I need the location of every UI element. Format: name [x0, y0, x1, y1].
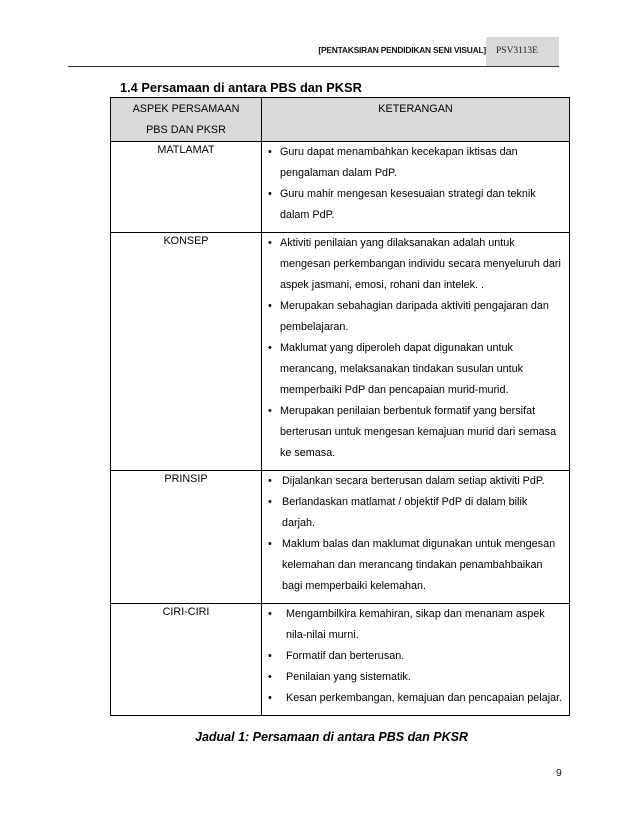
- column-header-aspect-line1: ASPEK PERSAMAAN: [132, 103, 240, 115]
- bullet-item: • Merupakan sebahagian daripada aktiviti pengajaran dan pembelajaran.: [268, 296, 563, 338]
- bullet-item: • Formatif dan berterusan.: [268, 646, 563, 667]
- section-heading: 1.4 Persamaan di antara PBS dan PKSR: [120, 80, 362, 95]
- bullet-item: • Maklumat yang diperoleh dapat digunakan untuk merancang, melaksanakan tindakan susulan untuk memperbaiki PdP dan pencapaian murid-murid.: [268, 338, 563, 401]
- bullet-item: • Guru mahir mengesan kesesuaian strategi dan teknik dalam PdP.: [268, 184, 563, 226]
- bullet-item: • Mengambilkira kemahiran, sikap dan menanam aspek nila-nilai murni.: [268, 604, 563, 646]
- comparison-table: [110, 97, 570, 716]
- bullet-item: • Guru dapat menambahkan kecekapan iktisas dan pengalaman dalam PdP.: [268, 142, 563, 184]
- column-header-aspect-line2: PBS DAN PKSR: [146, 124, 226, 136]
- course-code-box: [486, 37, 559, 66]
- bullet-item: • Maklum balas dan maklumat digunakan untuk mengesan kelemahan dan merancang tindakan penambahbaikan bagi memperbaiki kelemahan.: [268, 534, 563, 597]
- table-row-prinsip: [111, 471, 570, 604]
- bullet-item: • Dijalankan secara berterusan dalam setiap aktiviti PdP.: [268, 471, 563, 492]
- description-cell: [262, 233, 570, 471]
- header-rule: [68, 66, 559, 67]
- bullet-item: • Berlandaskan matlamat / objektif PdP di dalam bilik darjah.: [268, 492, 563, 534]
- table-row-matlamat: [111, 142, 570, 233]
- aspect-cell: MATLAMAT: [111, 142, 262, 233]
- column-header-description: KETERANGAN: [262, 98, 570, 142]
- aspect-cell: CIRI-CIRI: [111, 604, 262, 716]
- description-cell: [262, 142, 570, 233]
- table-caption: Jadual 1: Persamaan di antara PBS dan PKSR: [195, 730, 469, 744]
- description-cell: [262, 604, 570, 716]
- bullet-item: • Kesan perkembangan, kemajuan dan pencapaian pelajar.: [268, 688, 563, 709]
- document-header-title: [PENTAKSIRAN PENDIDIKAN SENI VISUAL]: [318, 45, 486, 55]
- aspect-cell: KONSEP: [111, 233, 262, 471]
- description-cell: [262, 471, 570, 604]
- bullet-item: • Aktiviti penilaian yang dilaksanakan adalah untuk mengesan perkembangan individu secara menyeluruh dari aspek jasmani, emosi, rohani dan intelek. .: [268, 233, 563, 296]
- bullet-item: • Penilaian yang sistematik.: [268, 667, 563, 688]
- course-code: PSV3113E: [496, 46, 538, 56]
- table-row-konsep: [111, 233, 570, 471]
- column-header-aspect: [111, 98, 262, 142]
- page-number: 9: [556, 767, 562, 779]
- bullet-item: • Merupakan penilaian berbentuk formatif yang bersifat berterusan untuk mengesan kemajuan murid dari semasa ke semasa.: [268, 401, 563, 464]
- table-header-row: [111, 98, 570, 142]
- table-row-ciri-ciri: [111, 604, 570, 716]
- aspect-cell: PRINSIP: [111, 471, 262, 604]
